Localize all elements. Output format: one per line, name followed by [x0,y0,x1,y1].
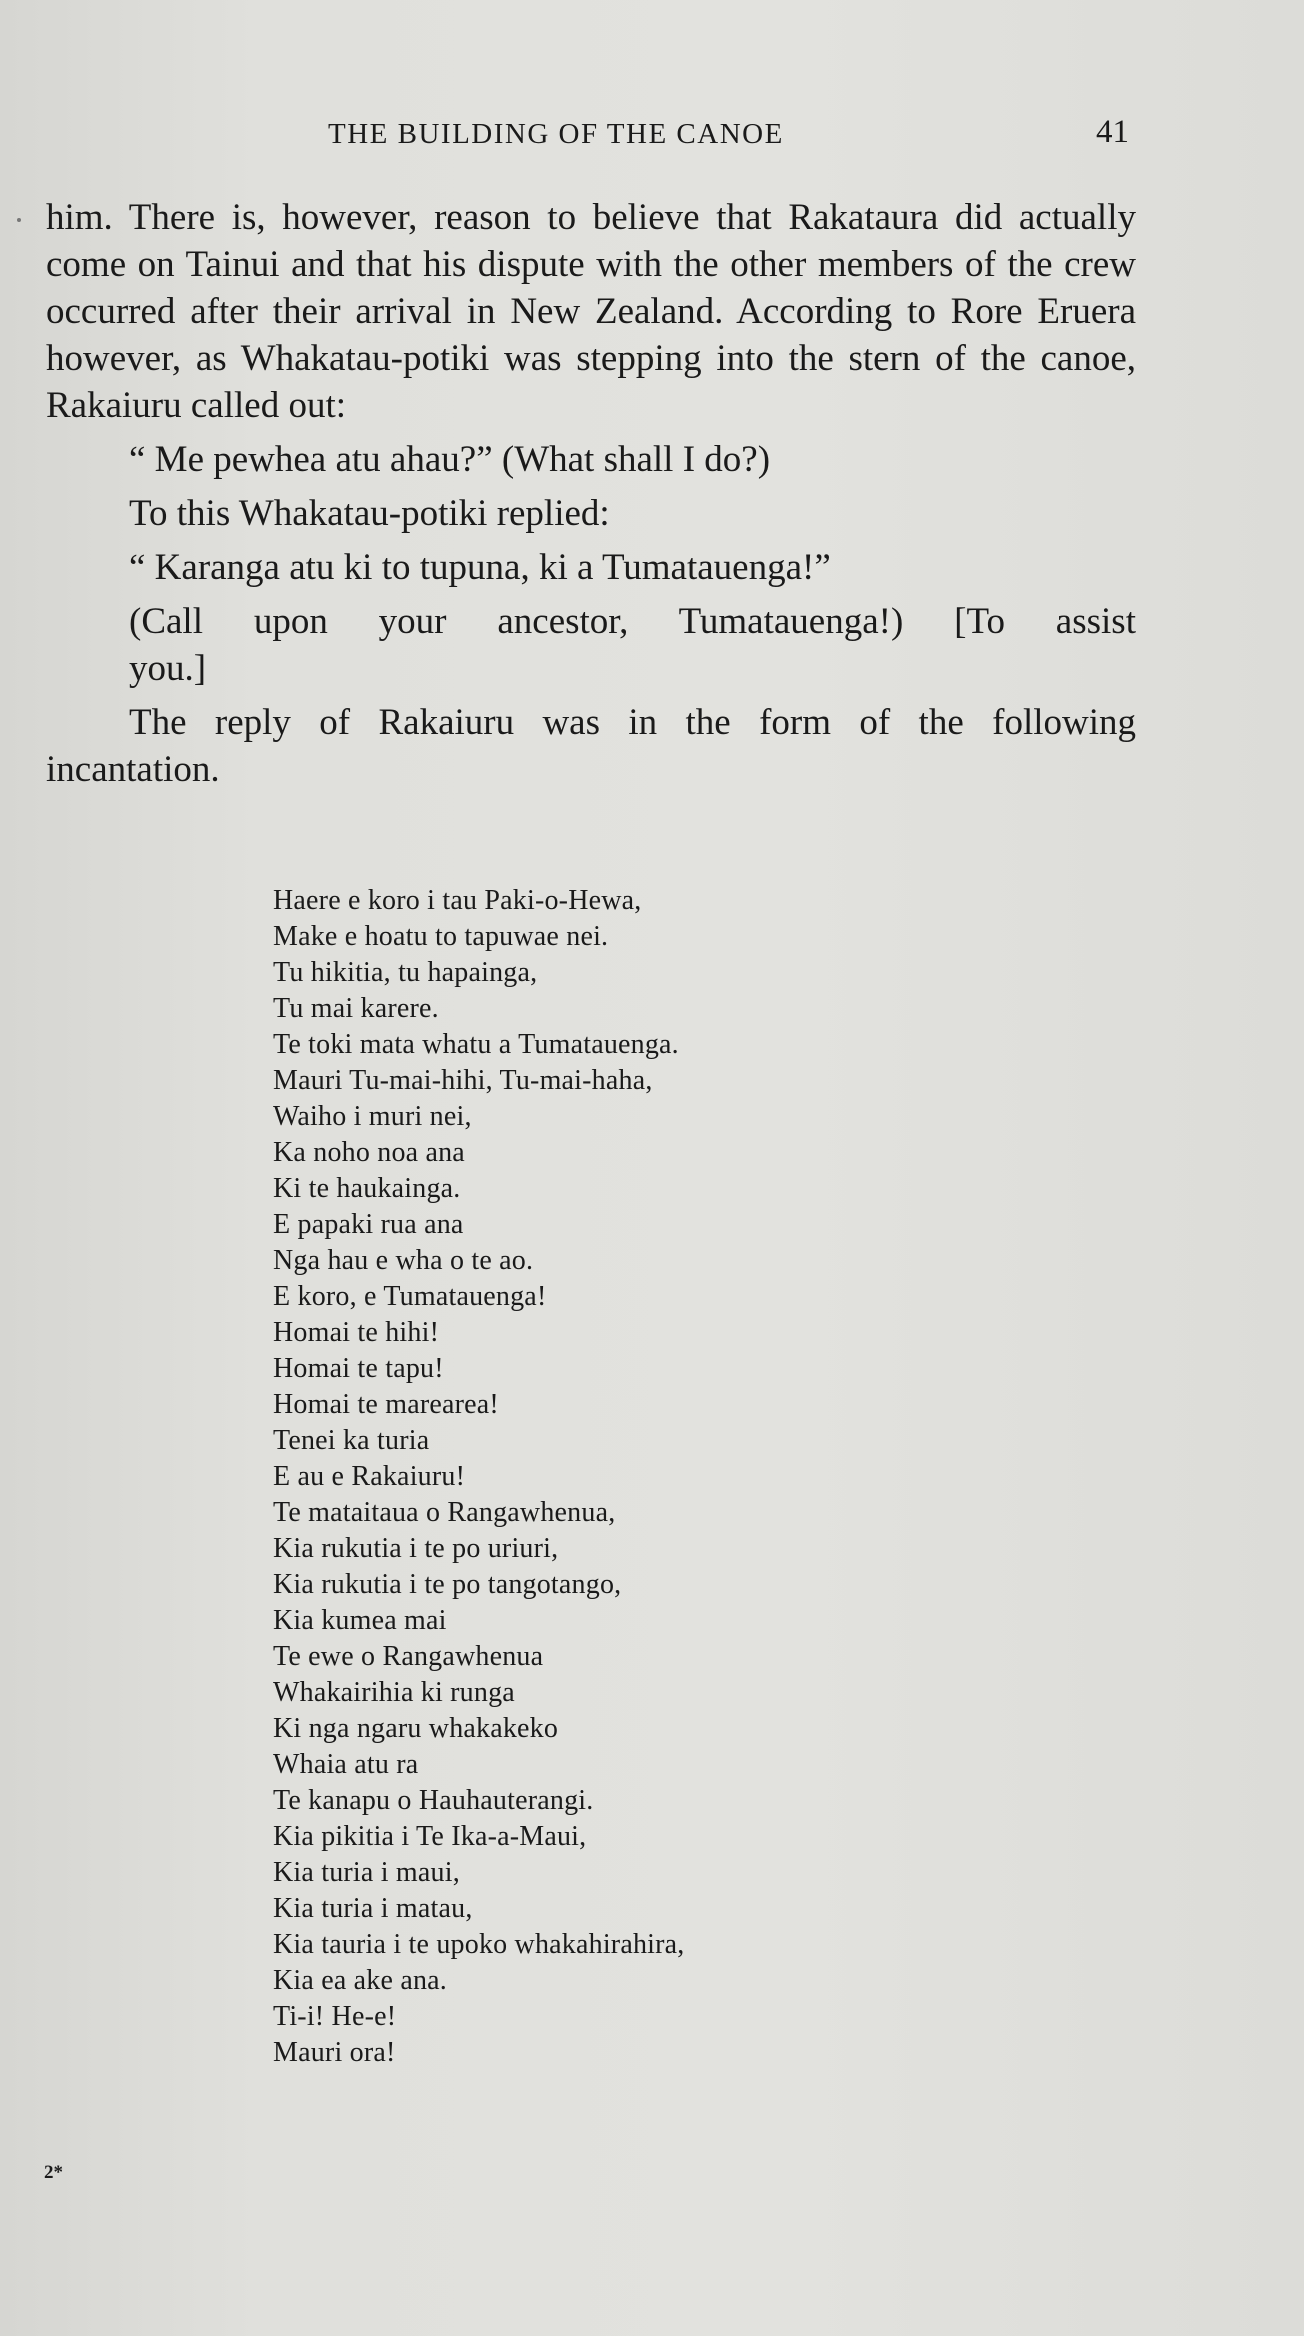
quote-answer-translation [46,598,1136,692]
verse-line: Tu hikitia, tu hapainga, [273,957,538,988]
verse-line: Waiho i muri nei, [273,1101,472,1132]
margin-speck [17,218,21,222]
verse-line: E papaki rua ana [273,1209,464,1240]
verse-line: Kia rukutia i te po tangotango, [273,1569,622,1600]
verse-line: Kia kumea mai [273,1605,447,1636]
verse-line: Tu mai karere. [273,993,439,1024]
verse-line: Nga hau e wha o te ao. [273,1245,534,1276]
verse-line: Kia ea ake ana. [273,1965,447,1996]
page-number: 41 [1096,114,1129,150]
verse-line: Ka noho noa ana [273,1137,465,1168]
verse-line: Te kanapu o Hauhauterangi. [273,1785,594,1816]
verse-line: Kia tauria i te upoko whakahirahira, [273,1929,685,1960]
verse-line: Make e hoatu to tapuwae nei. [273,921,609,952]
verse-line: Homai te marearea! [273,1389,499,1420]
verse-line: Ti-i! He-e! [273,2001,397,2032]
incantation-verse [273,883,685,2071]
verse-line: E au e Rakaiuru! [273,1461,466,1492]
body-text [46,194,1136,793]
translation-line-1: (Call upon your ancestor, Tumatauenga!) [To assist [129,601,1136,642]
paragraph-incantation-intro: The reply of Rakaiuru was in the form of the following [129,702,1136,743]
quote-question: “ Me pewhea atu ahau?” (What shall I do?) [129,439,771,480]
verse-line: Ki te haukainga. [273,1173,461,1204]
verse-line: Kia turia i maui, [273,1857,460,1888]
verse-line: Te toki mata whatu a Tumatauenga. [273,1029,679,1060]
signature-mark: 2* [44,2162,63,2183]
verse-line: Kia pikitia i Te Ika-a-Maui, [273,1821,587,1852]
verse-line: Tenei ka turia [273,1425,430,1456]
verse-line: Ki nga ngaru whakakeko [273,1713,559,1744]
verse-line: Haere e koro i tau Paki-o-Hewa, [273,885,642,916]
running-title: THE BUILDING OF THE CANOE [328,118,784,150]
paragraph-incantation-intro-end: incantation. [46,749,220,790]
verse-line: Whaia atu ra [273,1749,419,1780]
verse-line: Homai te hihi! [273,1317,440,1348]
translation-line-2: you.] [129,648,207,689]
verse-line: Whakairihia ki runga [273,1677,515,1708]
verse-line: Te mataitaua o Rangawhenua, [273,1497,616,1528]
verse-line: Mauri Tu-mai-hihi, Tu-mai-haha, [273,1065,653,1096]
verse-line: Mauri ora! [273,2037,396,2068]
verse-line: E koro, e Tumatauenga! [273,1281,547,1312]
verse-line: Te ewe o Rangawhenua [273,1641,544,1672]
reply-intro-line: To this Whakatau-potiki replied: [129,493,610,534]
verse-line: Kia rukutia i te po uriuri, [273,1533,559,1564]
quote-answer: “ Karanga atu ki to tupuna, ki a Tumatauenga!” [129,547,831,588]
running-head [0,114,1304,158]
verse-line: Kia turia i matau, [273,1893,473,1924]
verse-line: Homai te tapu! [273,1353,444,1384]
paragraph-continued: him. There is, however, reason to believe that Rakataura did actually come on Tainui and that his dispute with the other members of the crew occurred after their arrival in New Zealand. According to Rore Eruera however, as Whakatau-potiki was stepping into the stern of the canoe, Rakaiuru called out: [46,197,1136,426]
